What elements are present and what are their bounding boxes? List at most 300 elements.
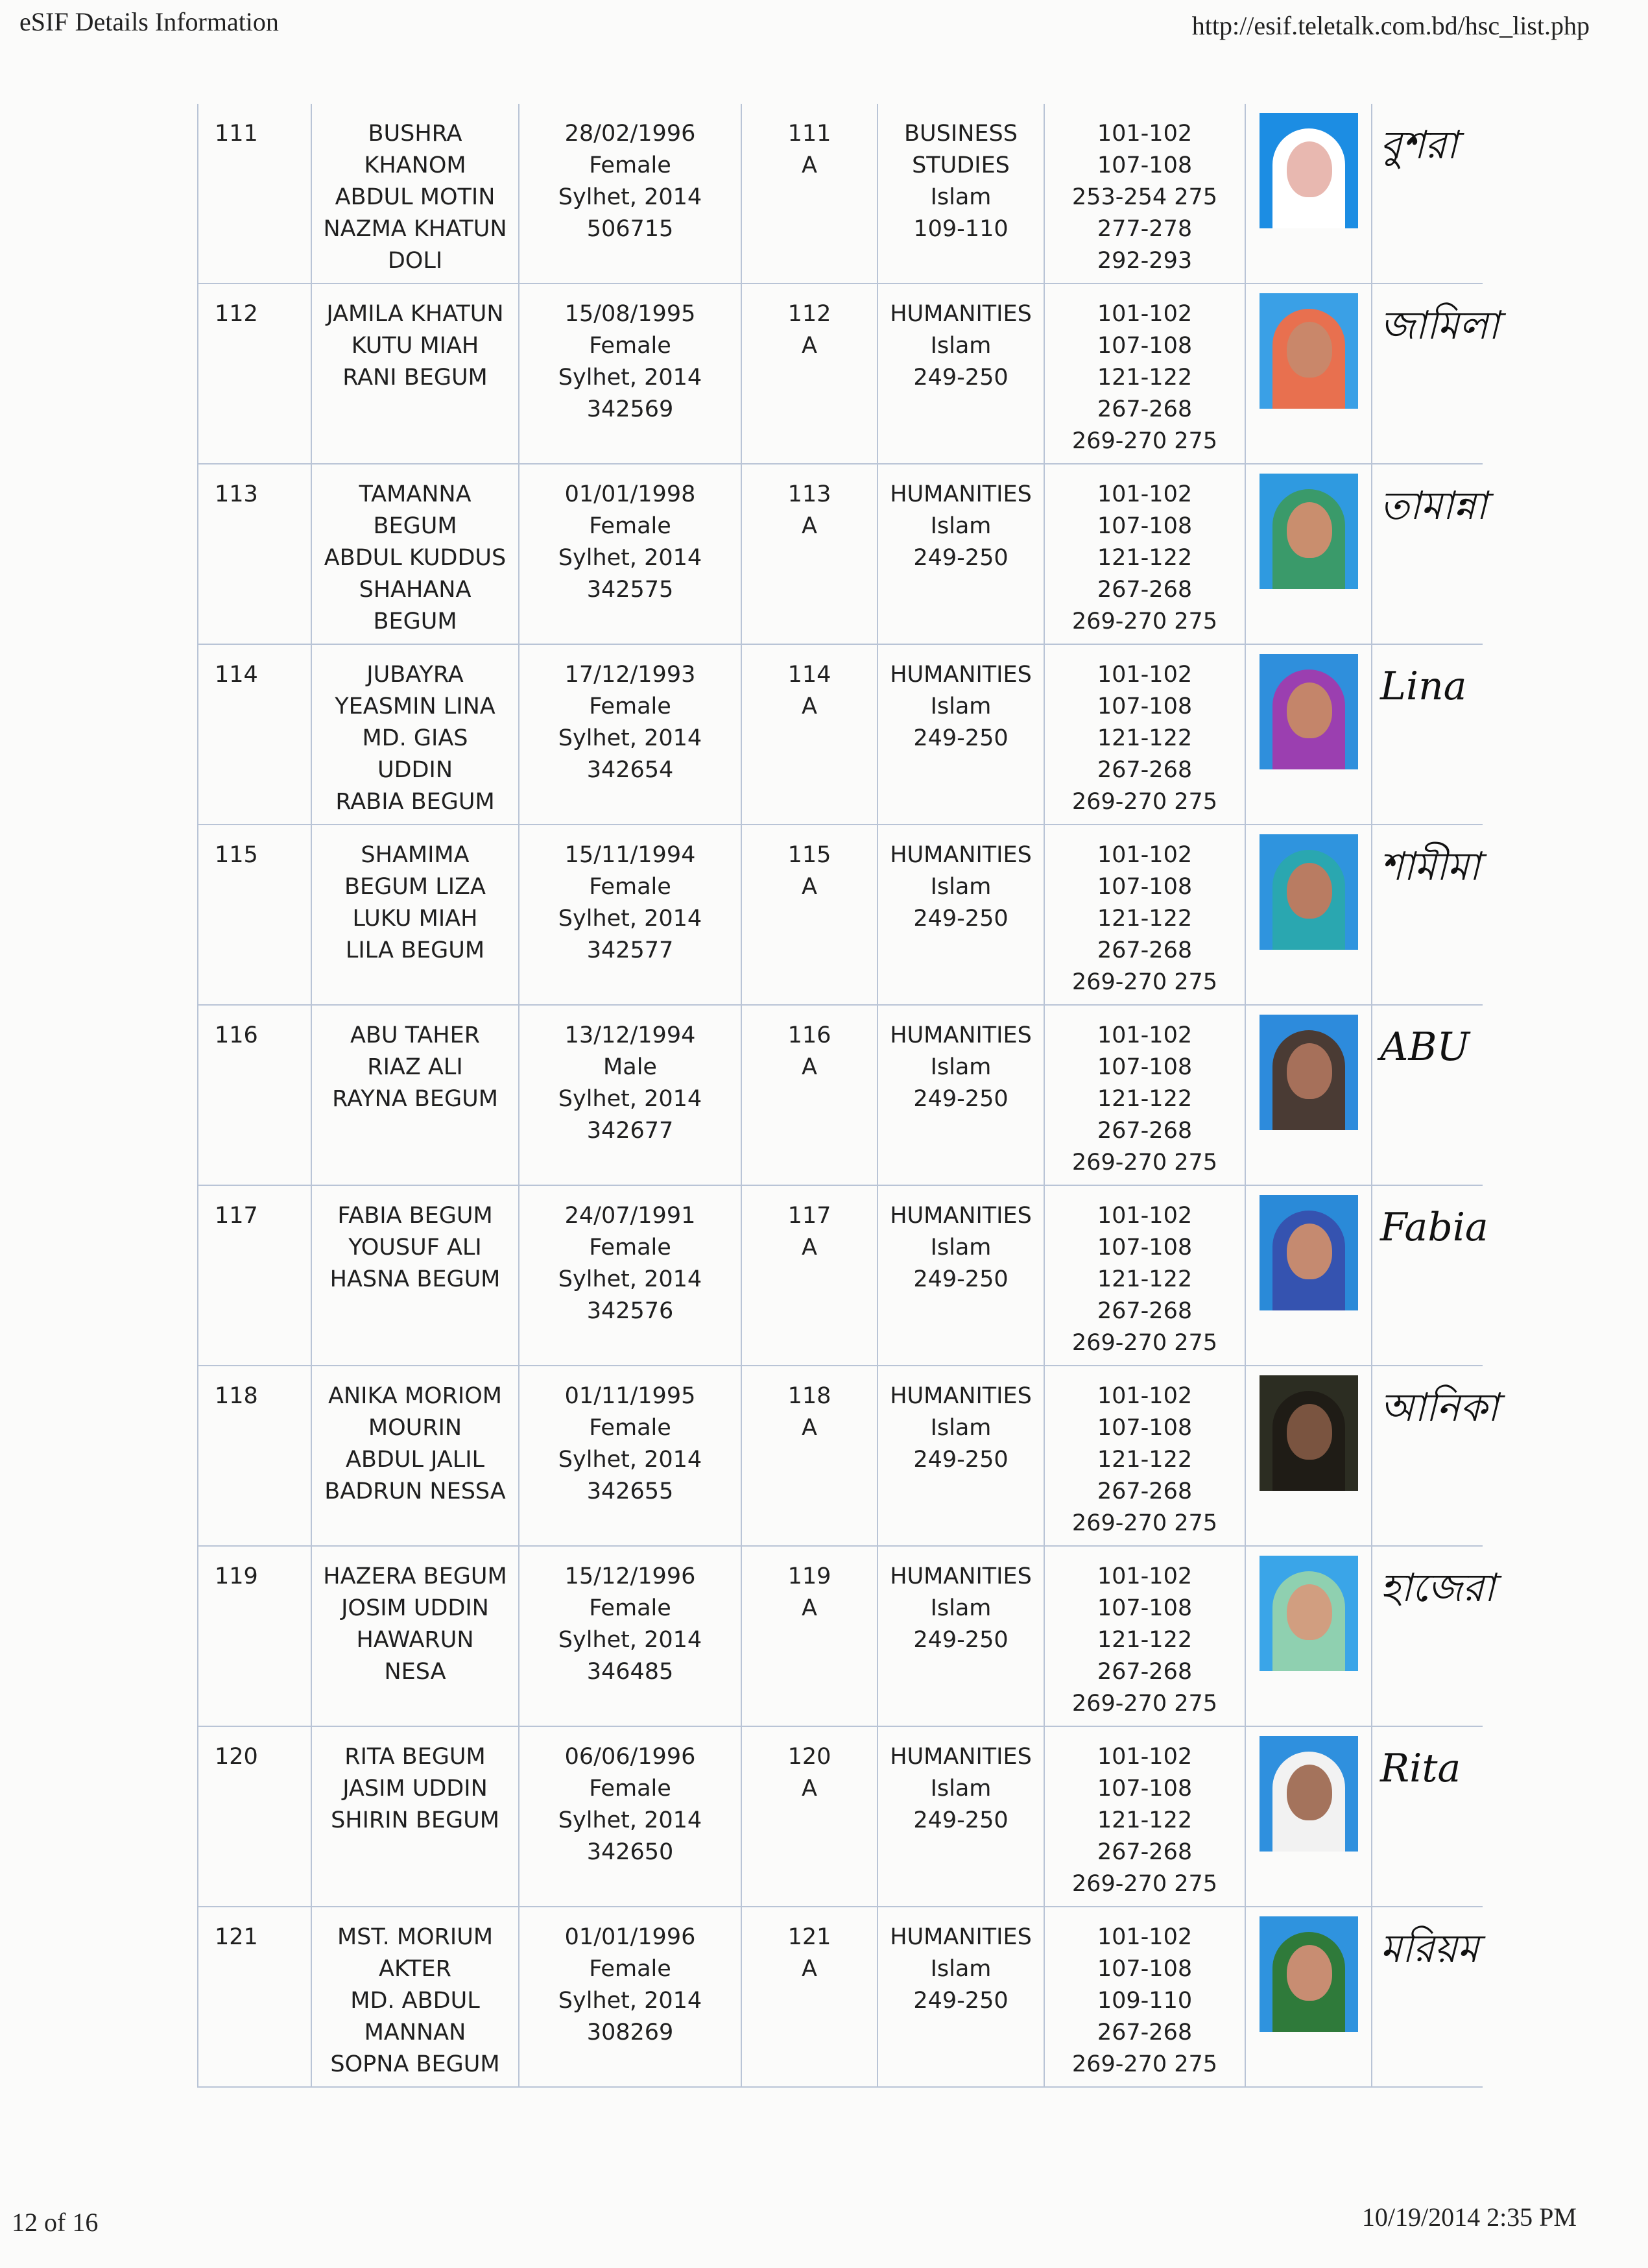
subject-codes [1045, 645, 1246, 824]
birth-info-line: 17/12/1993 [564, 662, 696, 688]
student-names-line: MD. ABDUL [350, 1988, 480, 2014]
subject-codes-line: 107-108 [1097, 1956, 1193, 1982]
student-names-line: TAMANNA [359, 481, 472, 507]
signature-cell [1372, 464, 1487, 644]
group-info-line: 249-250 [913, 1988, 1009, 2014]
birth-info-line: Sylhet, 2014 [558, 906, 702, 932]
subject-codes-line: 107-108 [1097, 1054, 1193, 1080]
group-info-line: Islam [930, 513, 992, 539]
subject-codes-line: 267-268 [1097, 1659, 1193, 1685]
group-info-line: Islam [930, 1054, 992, 1080]
registration-info-line: A [802, 1956, 817, 1982]
subject-codes-line: 121-122 [1097, 1627, 1193, 1653]
subject-codes-line: 107-108 [1097, 1235, 1193, 1261]
student-names [312, 284, 519, 463]
group-info-line: 249-250 [913, 545, 1009, 571]
signature-cell [1372, 1907, 1483, 2086]
student-names-line: AKTER [379, 1956, 451, 1982]
signature-cell [1372, 1547, 1496, 1726]
roll-number: 121 [198, 1907, 312, 2086]
page-number: 12 of 16 [12, 2208, 99, 2237]
birth-info [519, 284, 742, 463]
signature-cell [1372, 104, 1483, 283]
table-row [198, 1907, 1483, 2088]
student-names-line: ABDUL MOTIN [335, 184, 496, 210]
birth-info-line: 342654 [586, 757, 674, 783]
registration-info-line: A [802, 152, 817, 178]
photo-face [1287, 502, 1332, 558]
table-row [198, 284, 1499, 464]
group-info-line: Islam [930, 333, 992, 359]
subject-codes-line: 121-122 [1097, 1086, 1193, 1112]
group-info [878, 284, 1045, 463]
birth-info-line: Sylhet, 2014 [558, 1447, 702, 1473]
roll-number: 118 [198, 1366, 312, 1545]
table-row [198, 1366, 1499, 1547]
subject-codes-line: 101-102 [1097, 481, 1193, 507]
birth-info-line: Female [589, 1776, 671, 1802]
birth-info [519, 1366, 742, 1545]
student-names-line: JAMILA KHATUN [326, 301, 504, 327]
subject-codes-line: 121-122 [1097, 1447, 1193, 1473]
table-row [198, 645, 1483, 825]
roll-number: 117 [198, 1186, 312, 1365]
table-row [198, 1186, 1488, 1366]
registration-info [742, 464, 878, 644]
page-header-url: http://esif.teletalk.com.bd/hsc_list.php [1191, 11, 1590, 40]
student-names-line: SHIRIN BEGUM [331, 1807, 499, 1833]
table-row [198, 825, 1483, 1006]
subject-codes-line: 269-270 275 [1071, 1330, 1218, 1356]
group-info-line: Islam [930, 1956, 992, 1982]
photo-cell [1246, 1907, 1372, 2086]
subject-codes-line: 109-110 [1097, 1988, 1193, 2014]
subject-codes-line: 101-102 [1097, 301, 1193, 327]
birth-info-line: 06/06/1996 [564, 1744, 696, 1770]
group-info-line: 249-250 [913, 906, 1009, 932]
subject-codes-line: 253-254 275 [1071, 184, 1218, 210]
birth-info-line: Female [589, 694, 671, 719]
registration-info-line: 114 [787, 662, 831, 688]
subject-codes-line: 269-270 275 [1071, 1510, 1218, 1536]
birth-info [519, 104, 742, 283]
student-names [312, 645, 519, 824]
registration-info-line: 113 [787, 481, 831, 507]
subject-codes-line: 267-268 [1097, 1118, 1193, 1144]
subject-codes-line: 121-122 [1097, 1266, 1193, 1292]
signature: Rita [1380, 1746, 1461, 1791]
birth-info [519, 464, 742, 644]
table-row [198, 104, 1483, 284]
group-info [878, 1366, 1045, 1545]
subject-codes-line: 107-108 [1097, 1776, 1193, 1802]
student-names-line: BUSHRA [368, 121, 462, 147]
student-names-line: LILA BEGUM [345, 937, 485, 963]
birth-info-line: 01/01/1996 [564, 1924, 696, 1950]
registration-info-line: 117 [787, 1203, 831, 1229]
birth-info-line: 346485 [586, 1659, 674, 1685]
subject-codes-line: 269-270 275 [1071, 1150, 1218, 1176]
registration-info-line: 115 [787, 842, 831, 868]
student-names-line: ABU TAHER [350, 1022, 481, 1048]
photo-cell [1246, 1006, 1372, 1185]
student-names-line: BEGUM LIZA [344, 874, 486, 900]
group-info [878, 825, 1045, 1004]
birth-info [519, 1547, 742, 1726]
group-info-line: HUMANITIES [890, 1924, 1032, 1950]
student-names-line: RITA BEGUM [344, 1744, 486, 1770]
student-names [312, 825, 519, 1004]
roll-number: 115 [198, 825, 312, 1004]
birth-info-line: Sylhet, 2014 [558, 184, 702, 210]
registration-info-line: A [802, 1595, 817, 1621]
photo-cell [1246, 464, 1372, 644]
student-names-line: KHANOM [364, 152, 466, 178]
birth-info-line: Female [589, 152, 671, 178]
registration-info [742, 104, 878, 283]
page-header-title: eSIF Details Information [19, 7, 279, 36]
student-photo [1260, 1556, 1358, 1671]
subject-codes-line: 107-108 [1097, 694, 1193, 719]
birth-info-line: Sylhet, 2014 [558, 365, 702, 391]
signature: মরিয়ম [1380, 1926, 1479, 1972]
birth-info-line: 24/07/1991 [564, 1203, 696, 1229]
student-names-line: HAZERA BEGUM [323, 1563, 507, 1589]
signature-cell [1372, 825, 1483, 1004]
birth-info-line: Female [589, 1415, 671, 1441]
birth-info-line: Sylhet, 2014 [558, 545, 702, 571]
registration-info-line: A [802, 1235, 817, 1261]
roll-number: 119 [198, 1547, 312, 1726]
student-names-line: MST. MORIUM [337, 1924, 494, 1950]
subject-codes-line: 121-122 [1097, 906, 1193, 932]
subject-codes-line: 101-102 [1097, 121, 1193, 147]
registration-info [742, 1006, 878, 1185]
student-names [312, 1366, 519, 1545]
birth-info-line: 28/02/1996 [564, 121, 696, 147]
subject-codes-line: 101-102 [1097, 1203, 1193, 1229]
subject-codes-line: 101-102 [1097, 1022, 1193, 1048]
student-names-line: RABIA BEGUM [335, 789, 495, 815]
photo-face [1287, 1043, 1332, 1099]
birth-info-line: Male [603, 1054, 657, 1080]
print-datetime: 10/19/2014 2:35 PM [1361, 2202, 1577, 2232]
birth-info-line: 342655 [586, 1478, 674, 1504]
birth-info-line: Female [589, 874, 671, 900]
group-info-line: 249-250 [913, 1086, 1009, 1112]
group-info [878, 1006, 1045, 1185]
roll-number: 113 [198, 464, 312, 644]
birth-info [519, 825, 742, 1004]
subject-codes-line: 101-102 [1097, 842, 1193, 868]
registration-info [742, 1907, 878, 2086]
birth-info-line: Female [589, 1595, 671, 1621]
group-info-line: Islam [930, 1235, 992, 1261]
signature-cell [1372, 645, 1483, 824]
subject-codes-line: 269-270 275 [1071, 789, 1218, 815]
subject-codes-line: 267-268 [1097, 1478, 1193, 1504]
registration-info [742, 1186, 878, 1365]
birth-info-line: 13/12/1994 [564, 1022, 696, 1048]
signature-cell [1372, 1366, 1499, 1545]
student-photo [1260, 1736, 1358, 1852]
photo-cell [1246, 645, 1372, 824]
subject-codes-line: 267-268 [1097, 2020, 1193, 2045]
photo-cell [1246, 104, 1372, 283]
subject-codes-line: 267-268 [1097, 1298, 1193, 1324]
student-names-line: SHAMIMA [361, 842, 470, 868]
subject-codes-line: 107-108 [1097, 513, 1193, 539]
student-names-line: RAYNA BEGUM [332, 1086, 498, 1112]
registration-info-line: A [802, 874, 817, 900]
birth-info-line: Female [589, 1956, 671, 1982]
registration-info-line: 112 [787, 301, 831, 327]
photo-face [1287, 1765, 1332, 1820]
student-names [312, 104, 519, 283]
student-names-line: HASNA BEGUM [329, 1266, 501, 1292]
subject-codes-line: 267-268 [1097, 396, 1193, 422]
registration-info-line: A [802, 1415, 817, 1441]
student-names-line: ANIKA MORIOM [328, 1383, 502, 1409]
student-names-line: HAWARUN [356, 1627, 474, 1653]
roll-number: 114 [198, 645, 312, 824]
photo-face [1287, 1404, 1332, 1460]
registration-info-line: A [802, 513, 817, 539]
group-info-line: Islam [930, 874, 992, 900]
registration-info-line: A [802, 333, 817, 359]
birth-info-line: 15/12/1996 [564, 1563, 696, 1589]
birth-info-line: 15/11/1994 [564, 842, 696, 868]
student-names-line: ABDUL JALIL [345, 1447, 485, 1473]
group-info [878, 1186, 1045, 1365]
group-info [878, 464, 1045, 644]
group-info [878, 1547, 1045, 1726]
birth-info-line: Female [589, 1235, 671, 1261]
signature: ABU [1380, 1024, 1470, 1070]
subject-codes-line: 267-268 [1097, 937, 1193, 963]
subject-codes-line: 101-102 [1097, 662, 1193, 688]
signature-cell [1372, 1186, 1488, 1365]
group-info-line: Islam [930, 184, 992, 210]
student-names-line: ABDUL KUDDUS [324, 545, 507, 571]
student-names-line: FABIA BEGUM [337, 1203, 493, 1229]
birth-info-line: 342569 [586, 396, 674, 422]
signature: তামান্না [1380, 483, 1487, 529]
student-names-line: SOPNA BEGUM [330, 2051, 500, 2077]
subject-codes-line: 107-108 [1097, 874, 1193, 900]
registration-info-line: 111 [787, 121, 831, 147]
student-photo [1260, 1916, 1358, 2032]
birth-info [519, 1186, 742, 1365]
student-names-line: JUBAYRA [366, 662, 464, 688]
registration-info-line: 120 [787, 1744, 831, 1770]
birth-info-line: Sylhet, 2014 [558, 1086, 702, 1112]
signature-cell [1372, 284, 1499, 463]
signature: হাজেরা [1380, 1565, 1496, 1611]
student-names-line: SHAHANA [359, 577, 472, 603]
birth-info-line: Sylhet, 2014 [558, 1266, 702, 1292]
subject-codes-line: 269-270 275 [1071, 1691, 1218, 1717]
group-info-line: HUMANITIES [890, 301, 1032, 327]
registration-info-line: 116 [787, 1022, 831, 1048]
subject-codes [1045, 825, 1246, 1004]
student-names-line: LUKU MIAH [352, 906, 478, 932]
birth-info-line: 342677 [586, 1118, 674, 1144]
registration-info-line: A [802, 694, 817, 719]
birth-info [519, 1907, 742, 2086]
subject-codes-line: 101-102 [1097, 1563, 1193, 1589]
student-photo [1260, 834, 1358, 950]
group-info-line: HUMANITIES [890, 1022, 1032, 1048]
subject-codes-line: 269-270 275 [1071, 609, 1218, 634]
group-info-line: 249-250 [913, 365, 1009, 391]
registration-info [742, 284, 878, 463]
birth-info-line: Sylhet, 2014 [558, 1988, 702, 2014]
subject-codes-line: 269-270 275 [1071, 428, 1218, 454]
photo-face [1287, 682, 1332, 738]
table-row [198, 1006, 1483, 1186]
table-row [198, 1727, 1483, 1907]
group-info-line: 249-250 [913, 1627, 1009, 1653]
group-info [878, 645, 1045, 824]
student-photo [1260, 293, 1358, 409]
student-names-line: DOLI [387, 248, 443, 274]
roll-number: 112 [198, 284, 312, 463]
signature: Lina [1380, 664, 1467, 709]
group-info-line: 249-250 [913, 725, 1009, 751]
subject-codes-line: 277-278 [1097, 216, 1193, 242]
group-info-line: HUMANITIES [890, 481, 1032, 507]
birth-info-line: Female [589, 333, 671, 359]
student-names-line: YOUSUF ALI [348, 1235, 482, 1261]
student-names-line: UDDIN [377, 757, 453, 783]
group-info-line: Islam [930, 1415, 992, 1441]
subject-codes-line: 121-122 [1097, 545, 1193, 571]
signature: Fabia [1380, 1205, 1488, 1250]
photo-face [1287, 1945, 1332, 2001]
group-info-line: HUMANITIES [890, 1563, 1032, 1589]
registration-info-line: A [802, 1776, 817, 1802]
registration-info [742, 1547, 878, 1726]
birth-info-line: 342576 [586, 1298, 674, 1324]
subject-codes [1045, 1366, 1246, 1545]
subject-codes [1045, 1547, 1246, 1726]
photo-cell [1246, 825, 1372, 1004]
birth-info-line: Sylhet, 2014 [558, 1807, 702, 1833]
birth-info-line: 506715 [586, 216, 674, 242]
student-names [312, 1727, 519, 1906]
subject-codes-line: 101-102 [1097, 1744, 1193, 1770]
subject-codes-line: 267-268 [1097, 577, 1193, 603]
birth-info-line: Sylhet, 2014 [558, 725, 702, 751]
student-names-line: MANNAN [364, 2020, 466, 2045]
group-info [878, 1727, 1045, 1906]
student-names-line: MD. GIAS [362, 725, 468, 751]
subject-codes [1045, 104, 1246, 283]
registration-info-line: 121 [787, 1924, 831, 1950]
group-info-line: BUSINESS [904, 121, 1018, 147]
group-info [878, 104, 1045, 283]
student-names-line: RIAZ ALI [367, 1054, 463, 1080]
registration-info-line: A [802, 1054, 817, 1080]
group-info-line: Islam [930, 1595, 992, 1621]
subject-codes [1045, 464, 1246, 644]
subject-codes-line: 269-270 275 [1071, 2051, 1218, 2077]
birth-info [519, 645, 742, 824]
birth-info [519, 1006, 742, 1185]
group-info-line: 249-250 [913, 1266, 1009, 1292]
subject-codes-line: 267-268 [1097, 1839, 1193, 1865]
birth-info [519, 1727, 742, 1906]
subject-codes-line: 121-122 [1097, 1807, 1193, 1833]
photo-face [1287, 322, 1332, 378]
subject-codes [1045, 1006, 1246, 1185]
birth-info-line: 342575 [586, 577, 674, 603]
student-names-line: JOSIM UDDIN [341, 1595, 489, 1621]
group-info [878, 1907, 1045, 2086]
student-photo [1260, 654, 1358, 769]
student-names-line: BEGUM [373, 513, 457, 539]
subject-codes [1045, 284, 1246, 463]
registration-info [742, 1366, 878, 1545]
student-photo [1260, 1195, 1358, 1310]
subject-codes-line: 107-108 [1097, 1415, 1193, 1441]
subject-codes-line: 107-108 [1097, 333, 1193, 359]
group-info-line: 109-110 [913, 216, 1009, 242]
subject-codes-line: 107-108 [1097, 152, 1193, 178]
birth-info-line: 01/11/1995 [564, 1383, 696, 1409]
subject-codes-line: 121-122 [1097, 725, 1193, 751]
student-names-line: KUTU MIAH [351, 333, 479, 359]
group-info-line: STUDIES [912, 152, 1010, 178]
student-table [197, 104, 1499, 2088]
subject-codes-line: 269-270 275 [1071, 969, 1218, 995]
student-photo [1260, 1375, 1358, 1491]
signature: শামীমা [1380, 844, 1481, 889]
signature-cell [1372, 1006, 1483, 1185]
photo-cell [1246, 1727, 1372, 1906]
registration-info [742, 1727, 878, 1906]
registration-info-line: 119 [787, 1563, 831, 1589]
roll-number: 111 [198, 104, 312, 283]
group-info-line: 249-250 [913, 1447, 1009, 1473]
group-info-line: 249-250 [913, 1807, 1009, 1833]
subject-codes [1045, 1907, 1246, 2086]
table-row [198, 1547, 1496, 1727]
birth-info-line: 342650 [586, 1839, 674, 1865]
photo-face [1287, 863, 1332, 919]
subject-codes-line: 101-102 [1097, 1924, 1193, 1950]
photo-face [1287, 1224, 1332, 1279]
group-info-line: Islam [930, 1776, 992, 1802]
birth-info-line: 15/08/1995 [564, 301, 696, 327]
group-info-line: HUMANITIES [890, 1383, 1032, 1409]
subject-codes-line: 101-102 [1097, 1383, 1193, 1409]
student-names-line: MOURIN [368, 1415, 462, 1441]
student-names [312, 1547, 519, 1726]
subject-codes-line: 121-122 [1097, 365, 1193, 391]
student-names-line: BEGUM [373, 609, 457, 634]
student-names-line: JASIM UDDIN [342, 1776, 488, 1802]
student-photo [1260, 474, 1358, 589]
birth-info-line: 308269 [586, 2020, 674, 2045]
student-names [312, 1907, 519, 2086]
roll-number: 116 [198, 1006, 312, 1185]
student-photo [1260, 1015, 1358, 1130]
photo-face [1287, 141, 1332, 197]
signature: বুশরা [1380, 123, 1458, 168]
student-names [312, 464, 519, 644]
